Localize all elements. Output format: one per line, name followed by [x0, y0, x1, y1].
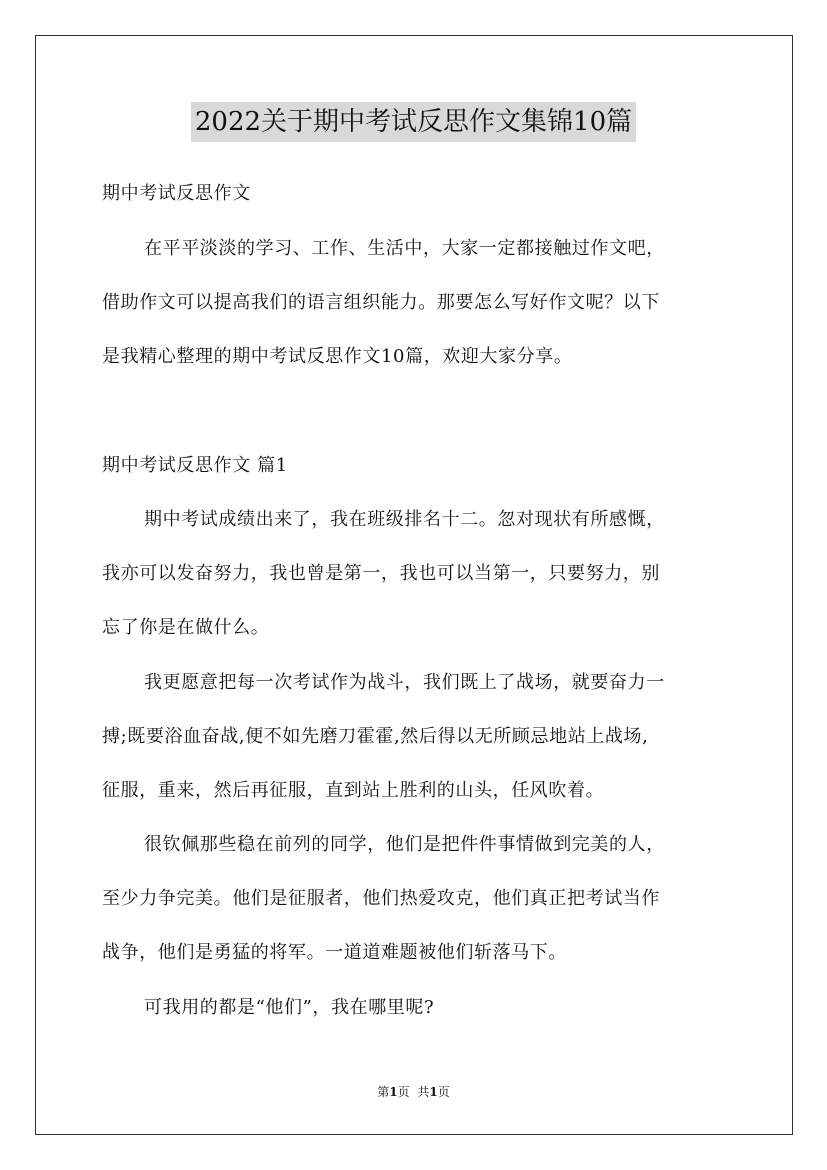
footer-total-pages: 1 [429, 1085, 438, 1099]
footer-total-unit: 页 [437, 1085, 450, 1099]
footer-page-unit: 页 [397, 1085, 410, 1099]
paragraph-line: 搏;既要浴血奋战,便不如先磨刀霍霍,然后得以无所顾忌地站上战场, [102, 726, 649, 747]
paragraph-line: 期中考试成绩出来了，我在班级排名十二。忽对现状有所感慨， [144, 509, 665, 530]
paragraph-line: 至少力争完美。他们是征服者，他们热爱攻克，他们真正把考试当作 [102, 888, 660, 909]
paragraph-line: 我更愿意把每一次考试作为战斗，我们既上了战场，就要奋力一 [144, 672, 665, 693]
paragraph-line: 我亦可以发奋努力，我也曾是第一，我也可以当第一，只要努力，别 [102, 563, 660, 584]
page-footer [0, 1083, 827, 1100]
paragraph-line: 可我用的都是“他们”，我在哪里呢? [144, 997, 435, 1018]
section-heading: 期中考试反思作文 [102, 183, 251, 204]
paragraph-line: 征服，重来，然后再征服，直到站上胜利的山头，任风吹着。 [102, 780, 605, 801]
footer-prefix: 第 [377, 1085, 390, 1099]
paragraph-line: 忘了你是在做什么。 [102, 617, 270, 638]
paragraph-line: 借助作文可以提高我们的语言组织能力。那要怎么写好作文呢？以下 [102, 292, 660, 313]
footer-total-prefix: 共 [417, 1085, 430, 1099]
title-container [0, 102, 827, 142]
paragraph-line: 很钦佩那些稳在前列的同学，他们是把件件事情做到完美的人， [144, 834, 665, 855]
section-heading: 期中考试反思作文 篇1 [102, 455, 288, 476]
paragraph-line: 在平平淡淡的学习、工作、生活中，大家一定都接触过作文吧， [144, 238, 665, 259]
document-title: 2022关于期中考试反思作文集锦10篇 [191, 102, 636, 142]
paragraph-line: 是我精心整理的期中考试反思作文10篇，欢迎大家分享。 [102, 346, 573, 367]
paragraph-line: 战争，他们是勇猛的将军。一道道难题被他们斩落马下。 [102, 942, 567, 963]
footer-page-number: 1 [389, 1085, 398, 1099]
